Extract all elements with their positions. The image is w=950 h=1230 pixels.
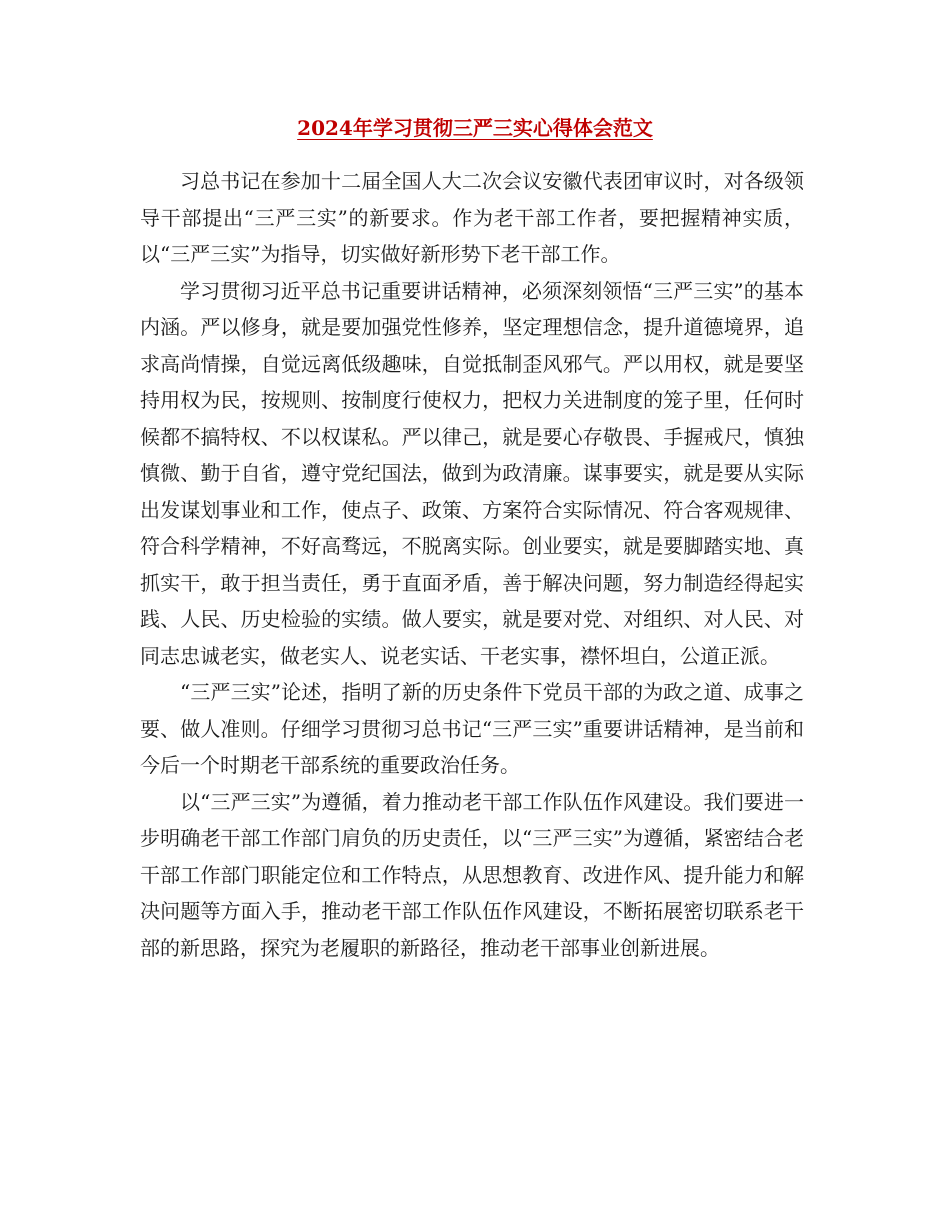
paragraph-4: 以“三严三实”为遵循，着力推动老干部工作队伍作风建设。我们要进一步明确老干部工作部门肩负的历史责任，以“三严三实”为遵循，紧密结合老干部工作部门职能定位和工作特点，从思想教育、改进作风、提升能力和解决问题等方面入手，推动老干部工作队伍作风建设，不断拓展密切联系老干部的新思路，探究为老履职的新路径，推动老干部事业创新进展。 [140,789,804,960]
paragraph-2: 学习贯彻习近平总书记重要讲话精神，必须深刻领悟“三严三实”的基本内涵。严以修身，就是要加强党性修养，坚定理想信念，提升道德境界，追求高尚情操，自觉远离低级趣味，自觉抵制歪风邪气。严以用权，就是要坚持用权为民，按规则、按制度行使权力，把权力关进制度的笼子里，任何时候都不搞特权、不以权谋私。严以律己，就是要心存敬畏、手握戒尺，慎独慎微、勤于自省，遵守党纪国法，做到为政清廉。谋事要实，就是要从实际出发谋划事业和工作，使点子、政策、方案符合实际情况、符合客观规律、符合科学精神，不好高骛远，不脱离实际。创业要实，就是要脚踏实地、真抓实干，敢于担当责任，勇于直面矛盾，善于解决问题，努力制造经得起实践、人民、历史检验的实绩。做人要实，就是要对党、对组织、对人民、对同志忠诚老实，做老实人、说老实话、干老实事，襟怀坦白，公道正派。 [140,278,804,668]
paragraph-1: 习总书记在参加十二届全国人大二次会议安徽代表团审议时，对各级领导干部提出“三严三实”的新要求。作为老干部工作者，要把握精神实质，以“三严三实”为指导，切实做好新形势下老干部工作。 [140,169,804,266]
paragraph-3: “三严三实”论述，指明了新的历史条件下党员干部的为政之道、成事之要、做人准则。仔细学习贯彻习总书记“三严三实”重要讲话精神，是当前和今后一个时期老干部系统的重要政治任务。 [140,680,804,777]
document-body [140,163,804,966]
document-title: 2024年学习贯彻三严三实心得体会范文 [297,116,653,140]
